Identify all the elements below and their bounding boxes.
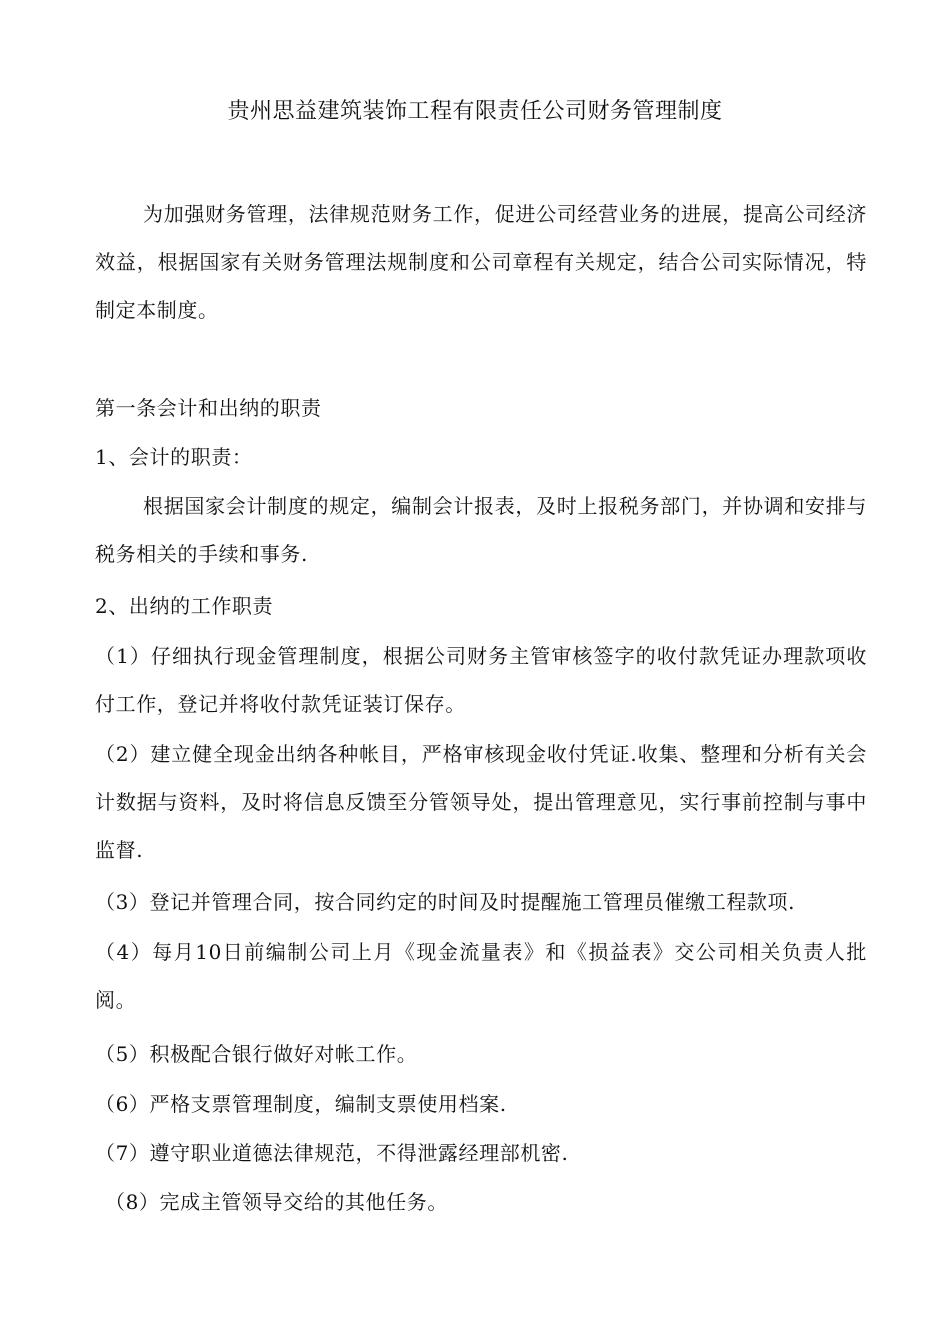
article-1-heading: 第一条会计和出纳的职责: [95, 396, 322, 420]
cashier-item-6: （6）严格支票管理制度，编制支票使用档案.: [95, 1092, 507, 1116]
cashier-item-1: （1）仔细执行现金管理制度，根据公司财务主管审核签字的收付款凭证办理款项收付工作，登记并将收付款凭证装订保存。: [95, 644, 867, 716]
cashier-item-7: （7）遵守职业道德法律规范，不得泄露经理部机密.: [95, 1141, 569, 1165]
cashier-item-8: （8）完成主管领导交给的其他任务。: [105, 1190, 448, 1214]
cashier-item-5: （5）积极配合银行做好对帐工作。: [95, 1042, 418, 1066]
cashier-item-3: （3）登记并管理合同，按合同约定的时间及时提醒施工管理员催缴工程款项.: [95, 890, 796, 914]
cashier-item-4: （4）每月10日前编制公司上月《现金流量表》和《损益表》交公司相关负责人批阅。: [95, 940, 867, 1012]
section-1-heading: 1、会计的职责：: [95, 445, 253, 469]
section-1-body: 根据国家会计制度的规定，编制会计报表，及时上报税务部门，并协调和安排与税务相关的手续和事务.: [95, 494, 867, 566]
intro-paragraph: 为加强财务管理，法律规范财务工作，促进公司经营业务的进展，提高公司经济效益，根据国家有关财务管理法规制度和公司章程有关规定，结合公司实际情况，特制定本制度。: [95, 202, 867, 322]
document-title: 贵州思益建筑装饰工程有限责任公司财务管理制度: [227, 99, 723, 124]
section-2-heading: 2、出纳的工作职责: [95, 594, 274, 618]
cashier-item-2: （2）建立健全现金出纳各种帐目，严格审核现金收付凭证.收集、整理和分析有关会计数据与资料，及时将信息反馈至分管领导处，提出管理意见，实行事前控制与事中监督.: [95, 742, 867, 862]
